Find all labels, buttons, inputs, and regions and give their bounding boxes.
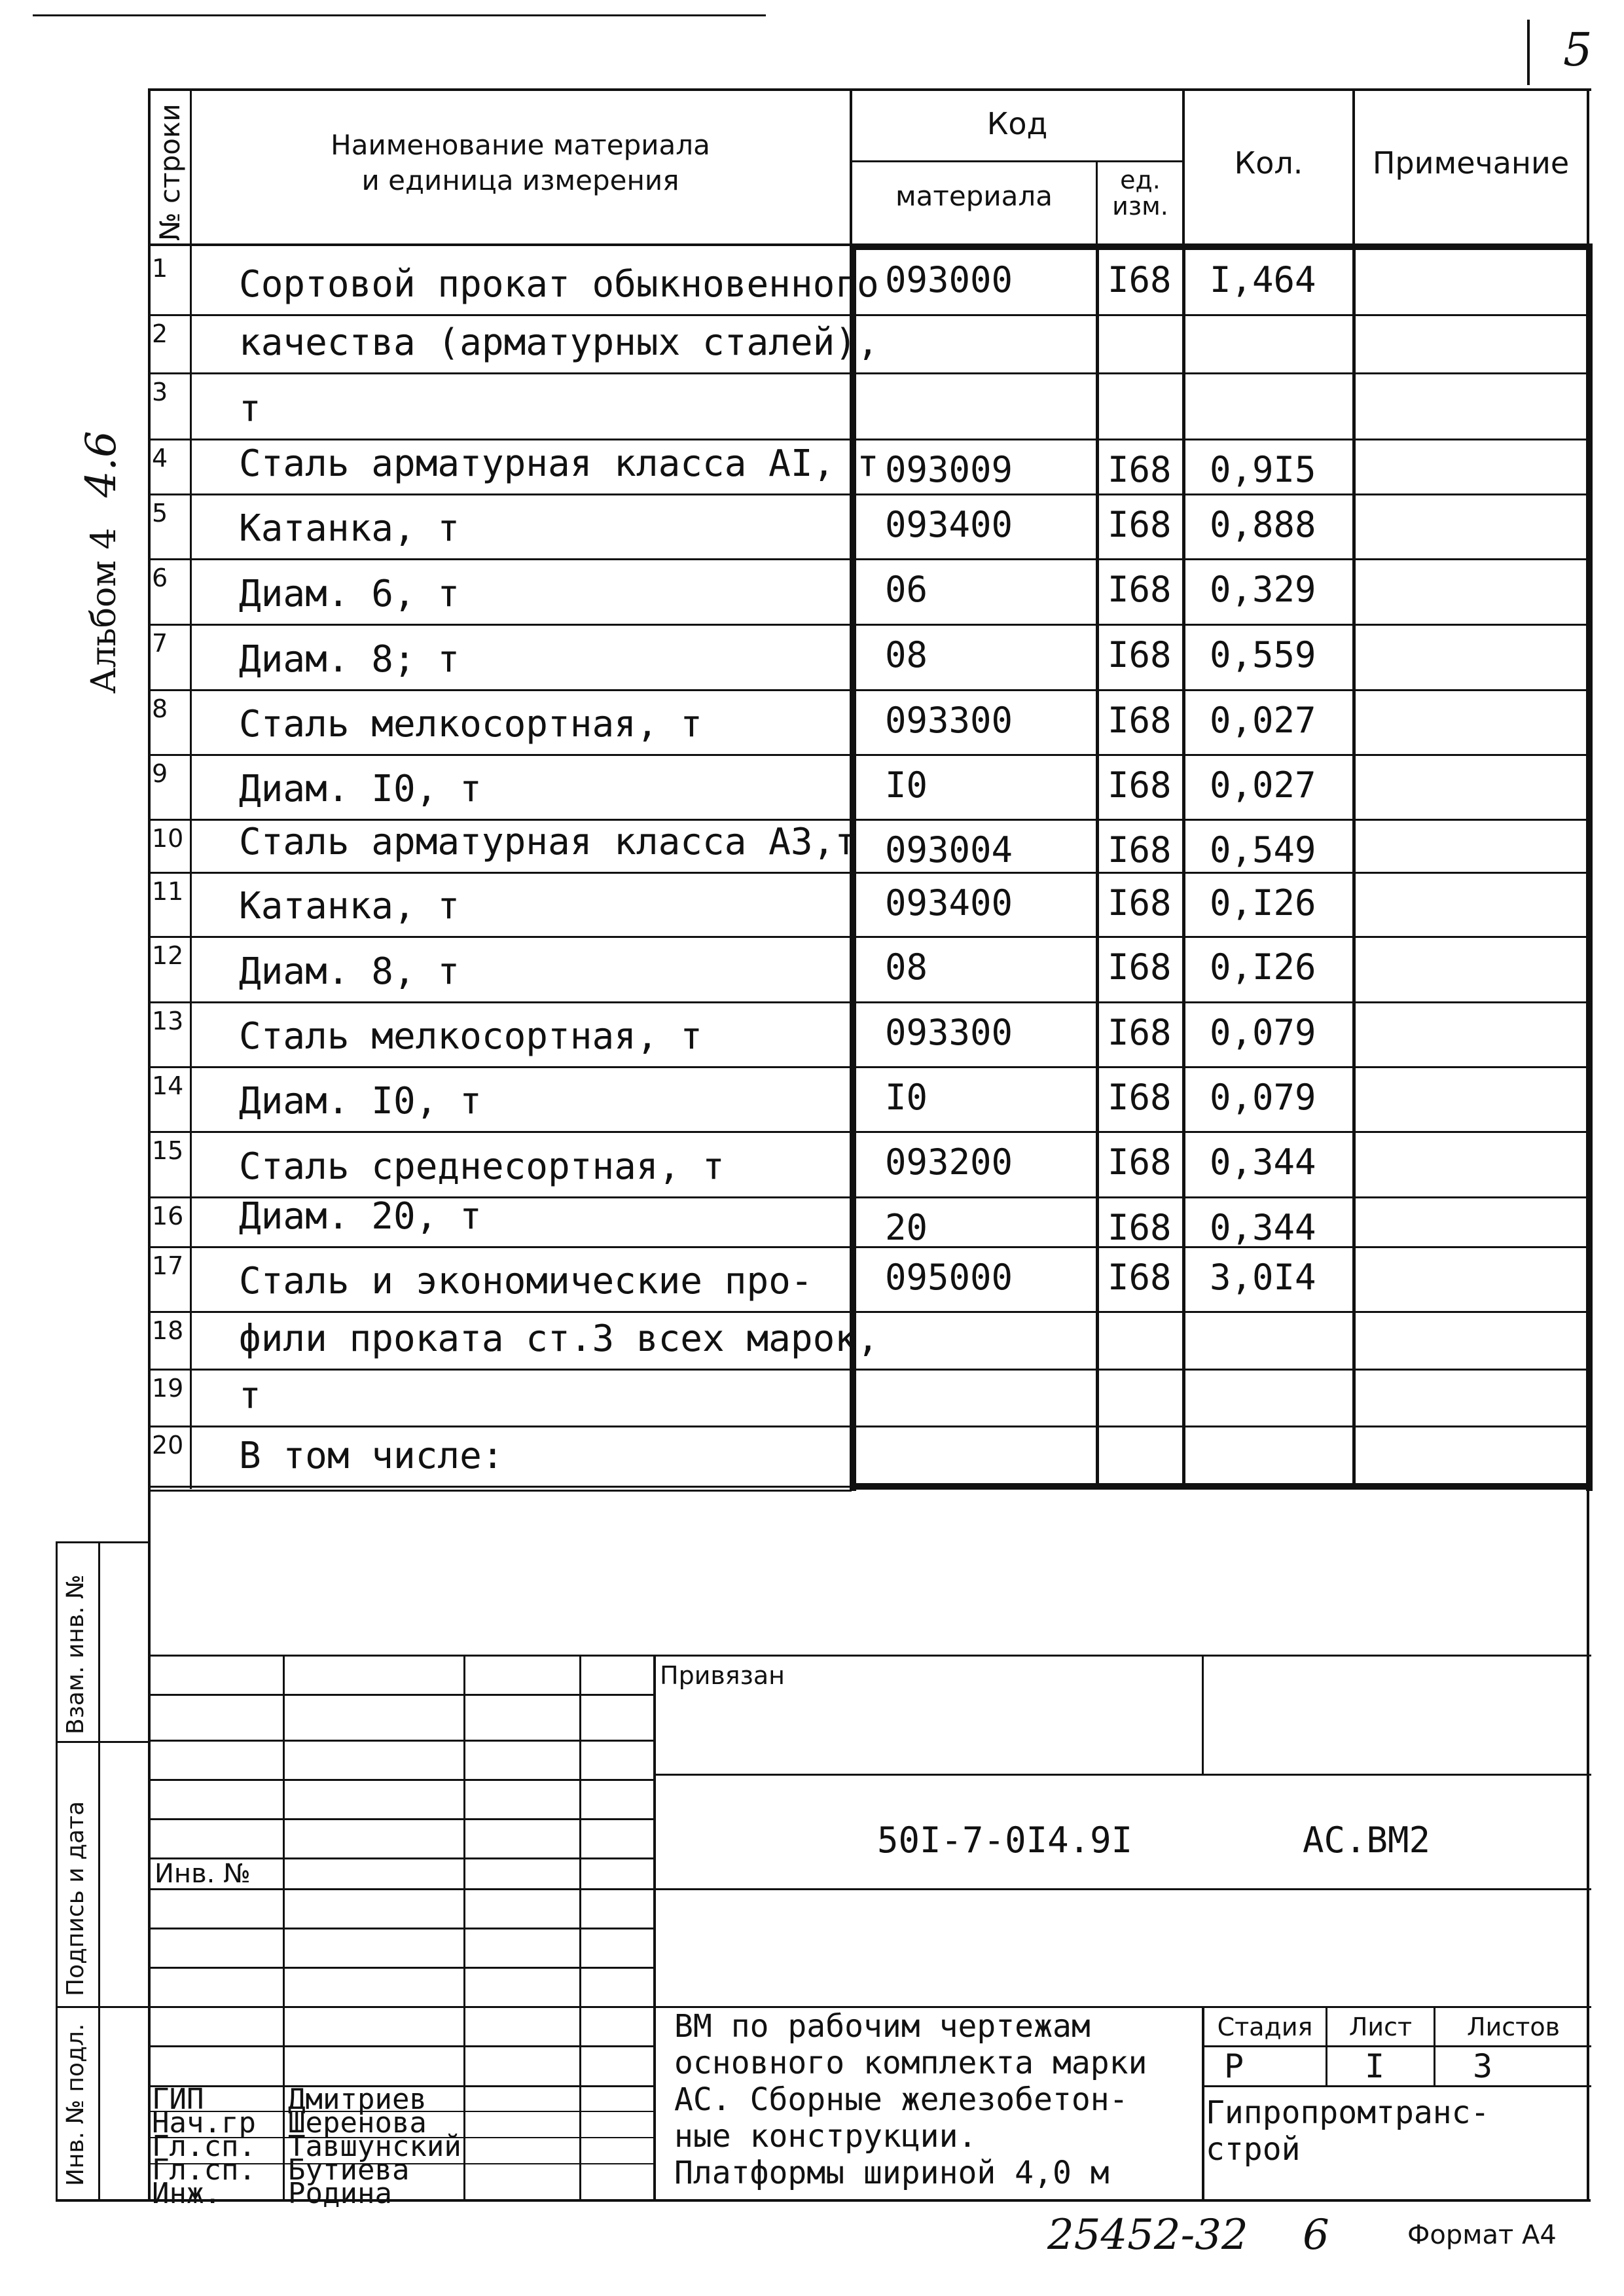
row-number: 12 [152, 941, 184, 970]
staff-name: Тавшунский [288, 2130, 461, 2163]
row-separator [190, 1066, 851, 1068]
row-separator [190, 1426, 851, 1427]
quantity: 0,344 [1210, 1207, 1316, 1248]
row-separator [855, 1486, 1588, 1488]
header-name: Наименование материала и единица измерения [331, 129, 710, 196]
header-material: материала [895, 180, 1053, 212]
row-number: 4 [152, 444, 168, 473]
row-separator [148, 493, 191, 495]
quantity: 0,549 [1210, 829, 1316, 870]
row-number: 8 [152, 694, 168, 723]
row-separator [190, 1369, 851, 1371]
row-number: 3 [152, 378, 168, 406]
material-code: 093009 [885, 449, 1013, 490]
description-line: основного комплекта марки [674, 2045, 1147, 2081]
material-name: Сталь арматурная класса АI, т [239, 442, 879, 485]
row-number: 7 [152, 629, 168, 658]
material-code: 093400 [885, 882, 1013, 924]
inv-no-label: Инв. № [154, 1859, 251, 1889]
quantity: 0,027 [1210, 700, 1316, 741]
quantity: 0,079 [1210, 1012, 1316, 1053]
header-row-no: № строки [154, 103, 186, 241]
row-separator [855, 689, 1588, 691]
staff-role: Гл.сп. [152, 2153, 256, 2187]
material-name: Диам. I0, т [239, 1080, 482, 1122]
material-name: Сортовой прокат обыкновенного [239, 263, 879, 306]
unit-code: I68 [1108, 764, 1172, 806]
quantity: 0,559 [1210, 634, 1316, 675]
stage-value: Р [1224, 2047, 1244, 2085]
row-separator [148, 1311, 191, 1313]
row-separator [148, 624, 191, 626]
row-separator [148, 439, 191, 440]
row-separator [148, 314, 191, 316]
privyazan-label: Привязан [660, 1661, 785, 1690]
side-label-vzam: Взам. инв. № [62, 1574, 89, 1734]
row-separator [190, 1131, 851, 1133]
material-name: Сталь арматурная класса А3,т [239, 821, 857, 863]
staff-role: Гл.сп. [152, 2130, 256, 2163]
material-name: Диам. 6, т [239, 573, 460, 615]
quantity: 3,0I4 [1210, 1257, 1316, 1298]
material-code: 093300 [885, 1012, 1013, 1053]
row-number: 13 [152, 1007, 184, 1035]
row-separator [855, 1131, 1588, 1133]
unit-code: I68 [1108, 1141, 1172, 1183]
row-separator [148, 1131, 191, 1133]
material-name: т [239, 1374, 261, 1417]
staff-role: Нач.гр [152, 2106, 256, 2140]
row-separator [190, 1311, 851, 1313]
row-separator [148, 1246, 191, 1248]
header-note: Примечание [1372, 145, 1570, 181]
row-separator [148, 1426, 191, 1427]
side-label-podpis: Подпись и дата [62, 1801, 89, 1996]
row-separator [148, 936, 191, 938]
unit-code: I68 [1108, 700, 1172, 741]
row-separator [855, 1196, 1588, 1198]
unit-code: I68 [1108, 1077, 1172, 1118]
row-separator [190, 372, 851, 374]
row-separator [148, 689, 191, 691]
row-separator [190, 689, 851, 691]
unit-code: I68 [1108, 634, 1172, 675]
row-separator [148, 754, 191, 756]
material-code: 08 [885, 946, 928, 988]
header-qty: Кол. [1234, 145, 1303, 181]
row-separator [855, 314, 1588, 316]
org-line: Гипропромтранс- [1206, 2094, 1490, 2131]
album-label: Альбом 4 4.6 [77, 431, 126, 694]
quantity: 0,9I5 [1210, 449, 1316, 490]
row-number: 19 [152, 1374, 184, 1403]
row-number: 11 [152, 877, 184, 906]
sheet-label: Лист [1348, 2013, 1413, 2041]
row-separator [148, 1486, 191, 1488]
row-separator [148, 872, 191, 874]
row-number: 5 [152, 499, 168, 528]
material-name: Диам. 8, т [239, 950, 460, 993]
row-separator [855, 493, 1588, 495]
row-separator [855, 372, 1588, 374]
row-separator [190, 314, 851, 316]
doc-mark: АС.ВМ2 [1303, 1820, 1431, 1861]
material-name: Диам. 20, т [239, 1195, 482, 1238]
row-number: 14 [152, 1071, 184, 1100]
row-number: 18 [152, 1316, 184, 1345]
row-separator [855, 1066, 1588, 1068]
row-separator [855, 439, 1588, 440]
description-line: АС. Сборные железобетон- [674, 2081, 1128, 2118]
page-number-divider [1527, 20, 1530, 85]
row-separator [855, 624, 1588, 626]
material-code: I0 [885, 764, 928, 806]
row-separator [855, 754, 1588, 756]
top-rule [33, 14, 766, 16]
staff-name: Бутиева [288, 2153, 410, 2187]
footer-sheet-hand: 6 [1303, 2211, 1329, 2259]
row-separator [148, 819, 191, 821]
row-separator [855, 1426, 1588, 1427]
quantity: 0,344 [1210, 1141, 1316, 1183]
row-separator [855, 872, 1588, 874]
staff-role: ГИП [152, 2083, 204, 2116]
row-separator [190, 936, 851, 938]
row-number: 17 [152, 1251, 184, 1280]
row-separator [190, 872, 851, 874]
header-unit: ед. изм. [1112, 166, 1168, 221]
doc-code: 50I-7-0I4.9I [877, 1820, 1133, 1861]
stage-label: Стадия [1217, 2013, 1313, 2041]
row-separator [190, 493, 851, 495]
material-name: т [239, 387, 261, 430]
quantity: 0,027 [1210, 764, 1316, 806]
row-separator [190, 624, 851, 626]
material-name: Сталь и экономические про- [239, 1260, 813, 1302]
row-separator [148, 558, 191, 560]
unit-code: I68 [1108, 1012, 1172, 1053]
quantity: I,464 [1210, 259, 1316, 300]
row-separator [190, 1486, 851, 1488]
material-code: 093300 [885, 700, 1013, 741]
row-number: 2 [152, 319, 168, 348]
row-separator [855, 1369, 1588, 1371]
material-code: 20 [885, 1207, 928, 1248]
description-line: ВМ по рабочим чертежам [674, 2008, 1091, 2045]
row-number: 1 [152, 254, 168, 283]
sheet-value: I [1365, 2047, 1385, 2085]
row-number: 20 [152, 1431, 184, 1460]
row-number: 6 [152, 564, 168, 592]
description-line: Платформы шириной 4,0 м [674, 2155, 1110, 2191]
row-number: 15 [152, 1136, 184, 1165]
material-name: качества (арматурных сталей), [239, 321, 879, 364]
material-name: Сталь среднесортная, т [239, 1145, 725, 1188]
quantity: 0,I26 [1210, 882, 1316, 924]
staff-name: Шеренова [288, 2106, 427, 2140]
side-label-inv-podl: Инв. № подл. [62, 2023, 89, 2186]
material-code: I0 [885, 1077, 928, 1118]
material-name: Диам. 8; т [239, 638, 460, 681]
footer-number: 25452-32 [1047, 2211, 1248, 2259]
unit-code: I68 [1108, 882, 1172, 924]
unit-code: I68 [1108, 829, 1172, 870]
material-name: Сталь мелкосортная, т [239, 703, 703, 745]
header-code: Код [986, 106, 1048, 141]
row-separator [148, 372, 191, 374]
material-name: Катанка, т [239, 885, 460, 927]
quantity: 0,I26 [1210, 946, 1316, 988]
page-number: 5 [1563, 23, 1593, 77]
material-name: Диам. I0, т [239, 768, 482, 810]
unit-code: I68 [1108, 946, 1172, 988]
row-separator [148, 1196, 191, 1198]
row-separator [148, 1066, 191, 1068]
row-separator [148, 1001, 191, 1003]
material-name: В том числе: [239, 1435, 504, 1477]
material-name: фили проката ст.3 всех марок, [239, 1318, 879, 1360]
material-code: 06 [885, 569, 928, 610]
material-name: Сталь мелкосортная, т [239, 1015, 703, 1058]
material-code: 093004 [885, 829, 1013, 870]
material-code: 093000 [885, 259, 1013, 300]
sheets-label: Листов [1467, 2013, 1560, 2041]
description-line: ные конструкции. [674, 2118, 977, 2155]
staff-name: Родина [288, 2177, 392, 2210]
material-code: 093200 [885, 1141, 1013, 1183]
staff-role: Инж. [152, 2177, 221, 2210]
staff-name: Дмитриев [288, 2083, 427, 2116]
row-separator [855, 1311, 1588, 1313]
row-number: 9 [152, 759, 168, 788]
row-separator [855, 819, 1588, 821]
unit-code: I68 [1108, 504, 1172, 545]
row-separator [855, 558, 1588, 560]
unit-code: I68 [1108, 569, 1172, 610]
material-code: 093400 [885, 504, 1013, 545]
row-separator [190, 1246, 851, 1248]
unit-code: I68 [1108, 1257, 1172, 1298]
row-separator [190, 558, 851, 560]
row-separator [190, 754, 851, 756]
unit-code: I68 [1108, 449, 1172, 490]
org-line: строй [1206, 2131, 1301, 2168]
format-label: Формат А4 [1407, 2220, 1557, 2250]
quantity: 0,079 [1210, 1077, 1316, 1118]
row-separator [190, 439, 851, 440]
unit-code: I68 [1108, 1207, 1172, 1248]
row-separator [190, 1001, 851, 1003]
material-name: Катанка, т [239, 507, 460, 550]
row-separator [855, 936, 1588, 938]
row-number: 10 [152, 824, 184, 853]
quantity: 0,329 [1210, 569, 1316, 610]
unit-code: I68 [1108, 259, 1172, 300]
material-code: 095000 [885, 1257, 1013, 1298]
row-separator [148, 1369, 191, 1371]
row-separator [855, 1001, 1588, 1003]
material-code: 08 [885, 634, 928, 675]
row-number: 16 [152, 1202, 184, 1230]
quantity: 0,888 [1210, 504, 1316, 545]
sheets-value: 3 [1473, 2047, 1493, 2085]
